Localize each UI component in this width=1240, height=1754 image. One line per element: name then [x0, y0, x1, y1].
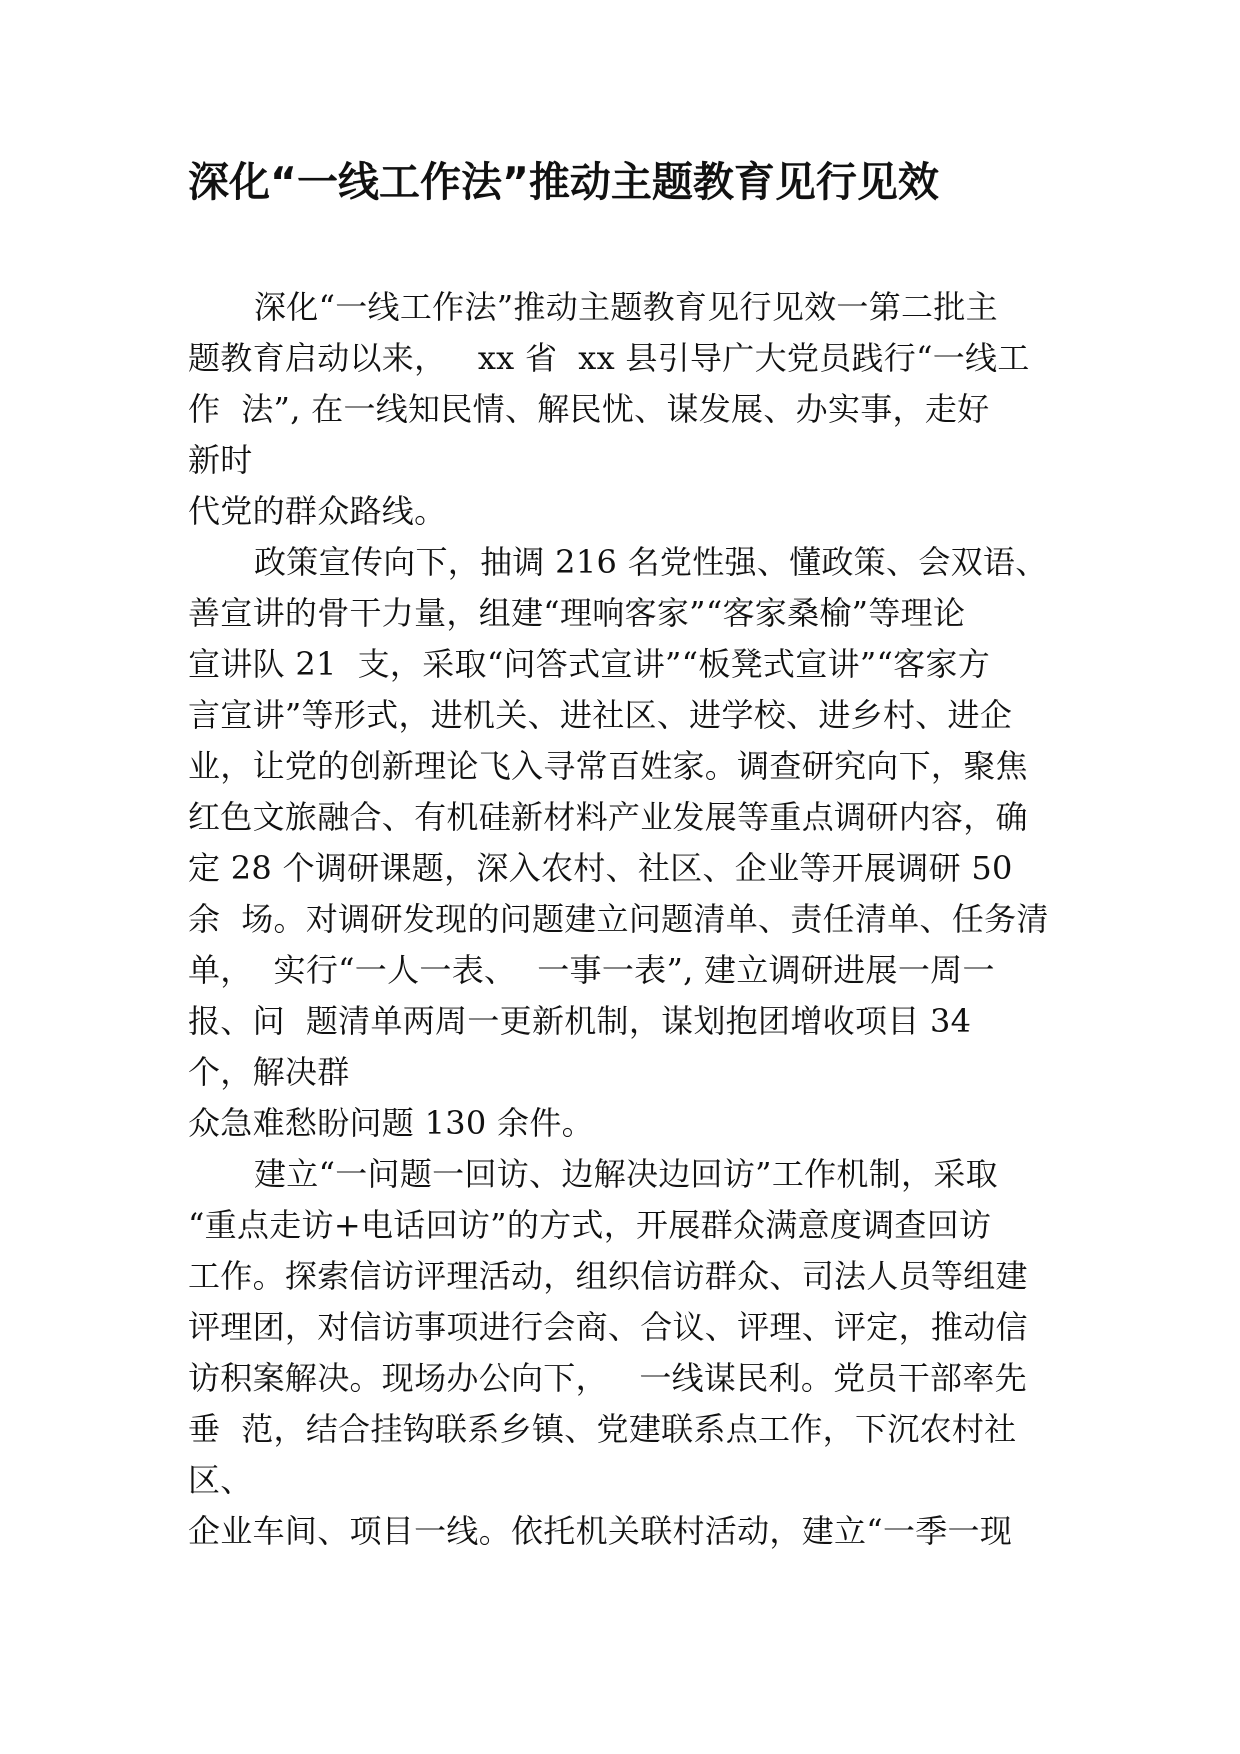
text-line: 企业车间、项目一线。依托机关联村活动，建立“一季一现 — [188, 1512, 1013, 1550]
text-line: 新时 — [188, 441, 253, 479]
text-line: 深化“一线工作法”推动主题教育见行见效一第二批主 — [254, 288, 998, 326]
paragraph-2 — [188, 537, 1058, 1149]
text-line: 垂 范，结合挂钩联系乡镇、党建联系点工作，下沉农村社 — [188, 1410, 1017, 1448]
document-title: 深化“一线工作法”推动主题教育见行见效 — [188, 158, 939, 206]
text-line: 区、 — [188, 1461, 253, 1499]
text-line: 个，解决群 — [188, 1053, 350, 1091]
text-line: 评理团，对信访事项进行会商、合议、评理、评定，推动信 — [188, 1308, 1028, 1346]
text-line: 建立“一问题一回访、边解决边回访”工作机制，采取 — [254, 1155, 998, 1193]
text-line: “重点走访+电话回访”的方式，开展群众满意度调查回访 — [188, 1206, 992, 1244]
text-line: 言宣讲”等形式，进机关、进社区、进学校、进乡村、进企 — [188, 696, 1013, 734]
text-line: 众急难愁盼问题 130 余件。 — [188, 1104, 594, 1142]
text-line: 善宣讲的骨干力量，组建“理响客家”“客家桑榆”等理论 — [188, 594, 966, 632]
text-line: 红色文旅融合、有机硅新材料产业发展等重点调研内容，确 — [188, 798, 1028, 836]
text-line: 代党的群众路线。 — [188, 492, 447, 530]
document-body — [188, 282, 1058, 1557]
text-line: 工作。探索信访评理活动，组织信访群众、司法人员等组建 — [188, 1257, 1028, 1295]
text-line: 业，让党的创新理论飞入寻常百姓家。调查研究向下，聚焦 — [188, 747, 1028, 785]
paragraph-3 — [188, 1149, 1058, 1557]
text-line: 访积案解决。现场办公向下， 一线谋民利。党员干部率先 — [188, 1359, 1027, 1397]
text-line: 报、问 题清单两周一更新机制，谋划抱团增收项目 34 — [188, 1002, 972, 1040]
paragraph-1 — [188, 282, 1058, 537]
text-line: 政策宣传向下，抽调 216 名党性强、懂政策、会双语、 — [254, 543, 1048, 581]
text-line: 余 场。对调研发现的问题建立问题清单、责任清单、任务清 — [188, 900, 1049, 938]
text-line: 宣讲队 21 支，采取“问答式宣讲”“板凳式宣讲”“客家方 — [188, 645, 991, 683]
text-line: 作 法”, 在一线知民情、解民忧、谋发展、办实事，走好 — [188, 390, 990, 428]
text-line: 定 28 个调研课题，深入农村、社区、企业等开展调研 50 — [188, 849, 1013, 887]
text-line: 题教育启动以来， xx 省 xx 县引导广大党员践行“一线工 — [188, 339, 1030, 377]
text-line: 单， 实行“一人一表、 一事一表”, 建立调研进展一周一 — [188, 951, 995, 989]
